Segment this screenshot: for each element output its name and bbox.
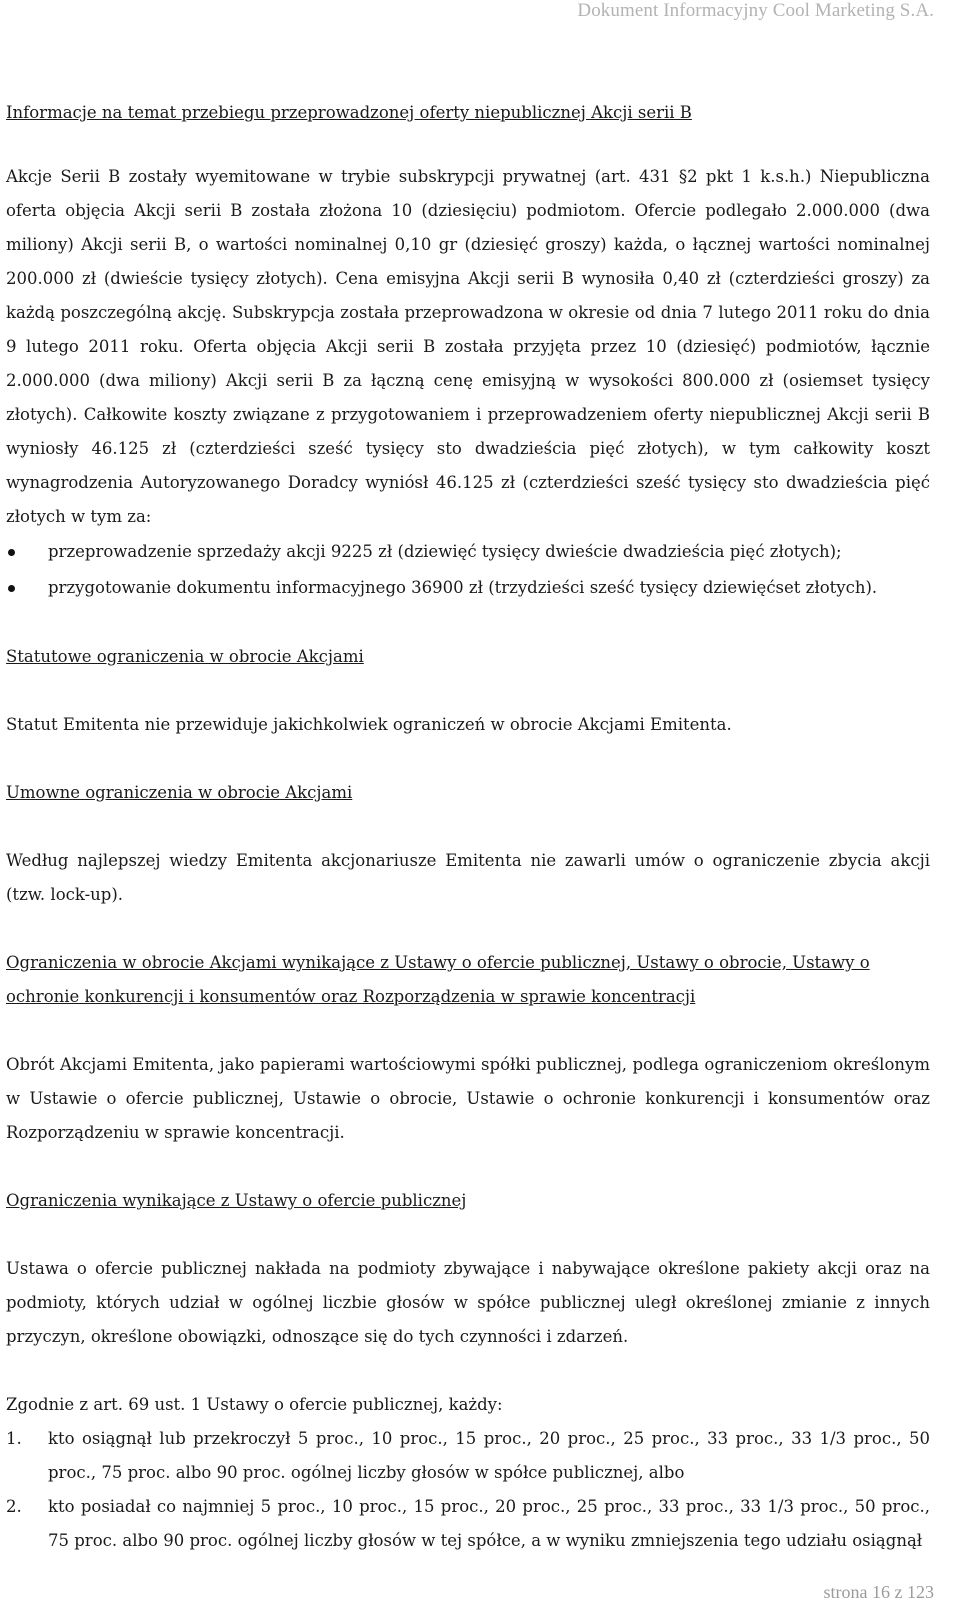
heading-statutory: Statutowe ograniczenia w obrocie Akcjami [6,647,364,666]
list-item-text: przeprowadzenie sprzedaży akcji 9225 zł (dziewięć tysięcy dwieście dwadzieścia pięć złotych); [48,542,842,561]
page-number: strona 16 z 123 [823,1582,934,1602]
list-item [6,570,930,606]
heading-contractual: Umowne ograniczenia w obrocie Akcjami [6,783,353,802]
list-item-text: kto posiadał co najmniej 5 proc., 10 proc., 15 proc., 20 proc., 25 proc., 33 proc., 33 1/3 proc., 50 proc., 75 proc. albo 90 proc. ogólnej liczby głosów w tej spółce, a w wyniku zmniejszenia tego udziału osiągnął [48,1497,930,1550]
running-header: Dokument Informacyjny Cool Marketing S.A. [577,0,934,21]
cost-bullet-list [6,534,930,606]
paragraph-statutory: Statut Emitenta nie przewiduje jakichkolwiek ograniczeń w obrocie Akcjami Emitenta. [6,715,732,734]
heading-offer: Informacje na temat przebiegu przeprowadzonej oferty niepublicznej Akcji serii B [6,103,692,122]
paragraph-public-offer-act: Ustawa o ofercie publicznej nakłada na podmioty zbywające i nabywające określone pakiety akcji oraz na podmioty, których udział w ogólnej liczbie głosów w spółce publicznej uległ określonej zmianie z innych przyczyn, określone obowiązki, odnoszące się do tych czynności i zdarzeń. [6,1259,930,1346]
list-item-number: 1. [6,1429,22,1448]
list-item-text: przygotowanie dokumentu informacyjnego 36900 zł (trzydzieści sześć tysięcy dziewięćset złotych). [48,578,878,597]
article-numbered-list [6,1422,930,1558]
bullet-icon [8,549,15,556]
list-item-number: 2. [6,1497,22,1516]
list-item [6,1490,930,1558]
paragraph-statutory-acts: Obrót Akcjami Emitenta, jako papierami wartościowymi spółki publicznej, podlega ograniczeniom określonym w Ustawie o ofercie publicznej, Ustawie o obrocie, Ustawie o ochronie konkurencji i konsumentów oraz Rozporządzeniu w sprawie koncentracji. [6,1055,930,1142]
list-item [6,534,930,570]
list-item [6,1422,930,1490]
heading-statutory-acts: Ograniczenia w obrocie Akcjami wynikające z Ustawy o ofercie publicznej, Ustawy o obrocie, Ustawy o ochronie konkurencji i konsumentów oraz Rozporządzenia w sprawie koncentracji [6,953,870,1006]
paragraph-offer: Akcje Serii B zostały wyemitowane w trybie subskrypcji prywatnej (art. 431 §2 pkt 1 k.s.h.) Niepubliczna oferta objęcia Akcji serii B została złożona 10 (dziesięciu) podmiotom. Ofercie podlegało 2.000.000 (dwa miliony) Akcji serii B, o wartości nominalnej 0,10 gr (dziesięć groszy) każda, o łącznej wartości nominalnej 200.000 zł (dwieście tysięcy złotych). Cena emisyjna Akcji serii B wynosiła 0,40 zł (czterdzieści groszy) za każdą poszczególną akcję. Subskrypcja została przeprowadzona w okresie od dnia 7 lutego 2011 roku do dnia 9 lutego 2011 roku. Oferta objęcia Akcji serii B została przyjęta przez 10 (dziesięć) podmiotów, łącznie 2.000.000 (dwa miliony) Akcji serii B za łączną cenę emisyjną w wysokości 800.000 zł (osiemset tysięcy złotych). Całkowite koszty związane z przygotowaniem i przeprowadzeniem oferty niepublicznej Akcji serii B wyniosły 46.125 zł (czterdzieści sześć tysięcy sto dwadzieścia pięć złotych), w tym całkowity koszt wynagrodzenia Autoryzowanego Doradcy wyniósł 46.125 zł (czterdzieści sześć tysięcy sto dwadzieścia pięć złotych w tym za: [6,167,930,526]
page-content [6,96,930,1558]
paragraph-contractual: Według najlepszej wiedzy Emitenta akcjonariusze Emitenta nie zawarli umów o ograniczenie zbycia akcji (tzw. lock-up). [6,851,930,904]
heading-public-offer-act: Ograniczenia wynikające z Ustawy o ofercie publicznej [6,1191,467,1210]
list-item-text: kto osiągnął lub przekroczył 5 proc., 10 proc., 15 proc., 20 proc., 25 proc., 33 proc., 33 1/3 proc., 50 proc., 75 proc. albo 90 proc. ogólnej liczby głosów w spółce publicznej, albo [48,1429,930,1482]
bullet-icon [8,585,15,592]
paragraph-article-intro: Zgodnie z art. 69 ust. 1 Ustawy o ofercie publicznej, każdy: [6,1395,503,1414]
